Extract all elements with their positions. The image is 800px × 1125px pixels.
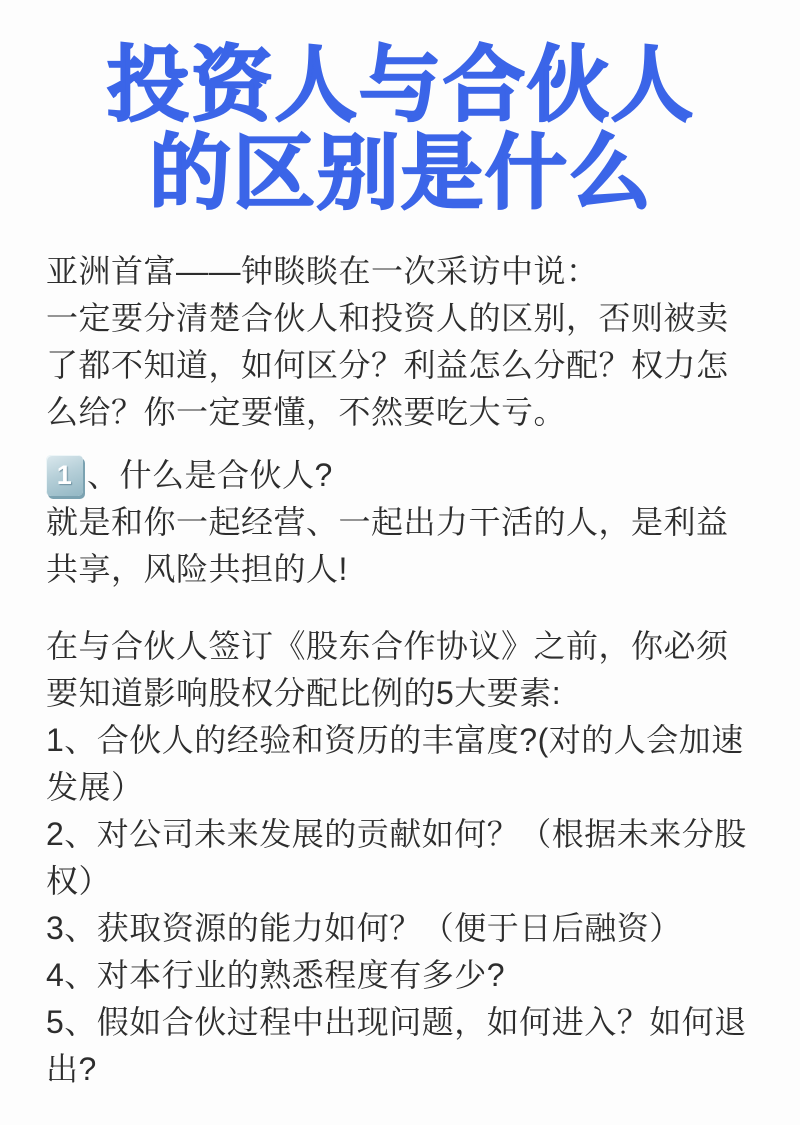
list-item: 4、对本行业的熟悉程度有多少? bbox=[46, 957, 506, 993]
list-item: 5、假如合伙过程中出现问题，如何进入？如何退出? bbox=[46, 1004, 747, 1087]
page-title-line2: 的区别是什么 bbox=[148, 128, 653, 219]
keycap-1-icon: 1 bbox=[46, 455, 83, 496]
page-title bbox=[46, 42, 756, 218]
intro-quote-attribution: 亚洲首富——钟睒睒在一次采访中说： bbox=[46, 253, 599, 289]
intro-paragraph bbox=[46, 248, 756, 436]
section1-heading bbox=[46, 452, 756, 499]
section-five-factors bbox=[46, 623, 756, 1093]
page-title-line1: 投资人与合伙人 bbox=[106, 40, 695, 131]
section-what-is-partner bbox=[46, 452, 756, 593]
section2-intro: 在与合伙人签订《股东合作协议》之前，你必须要知道影响股权分配比例的5大要素: bbox=[46, 628, 729, 711]
list-item: 3、获取资源的能力如何？（便于日后融资） bbox=[46, 910, 682, 946]
intro-quote-body: 一定要分清楚合伙人和投资人的区别，否则被卖了都不知道，如何区分？利益怎么分配？权力怎么给？你一定要懂，不然要吃大亏。 bbox=[46, 300, 729, 430]
list-item: 2、对公司未来发展的贡献如何？（根据未来分股权） bbox=[46, 816, 747, 899]
section1-heading-text: 、什么是合伙人? bbox=[87, 457, 333, 493]
factor-list bbox=[46, 717, 756, 1093]
section1-body: 就是和你一起经营、一起出力干活的人，是利益共享，风险共担的人! bbox=[46, 504, 729, 587]
list-item: 1、合伙人的经验和资历的丰富度?(对的人会加速发展） bbox=[46, 722, 744, 805]
